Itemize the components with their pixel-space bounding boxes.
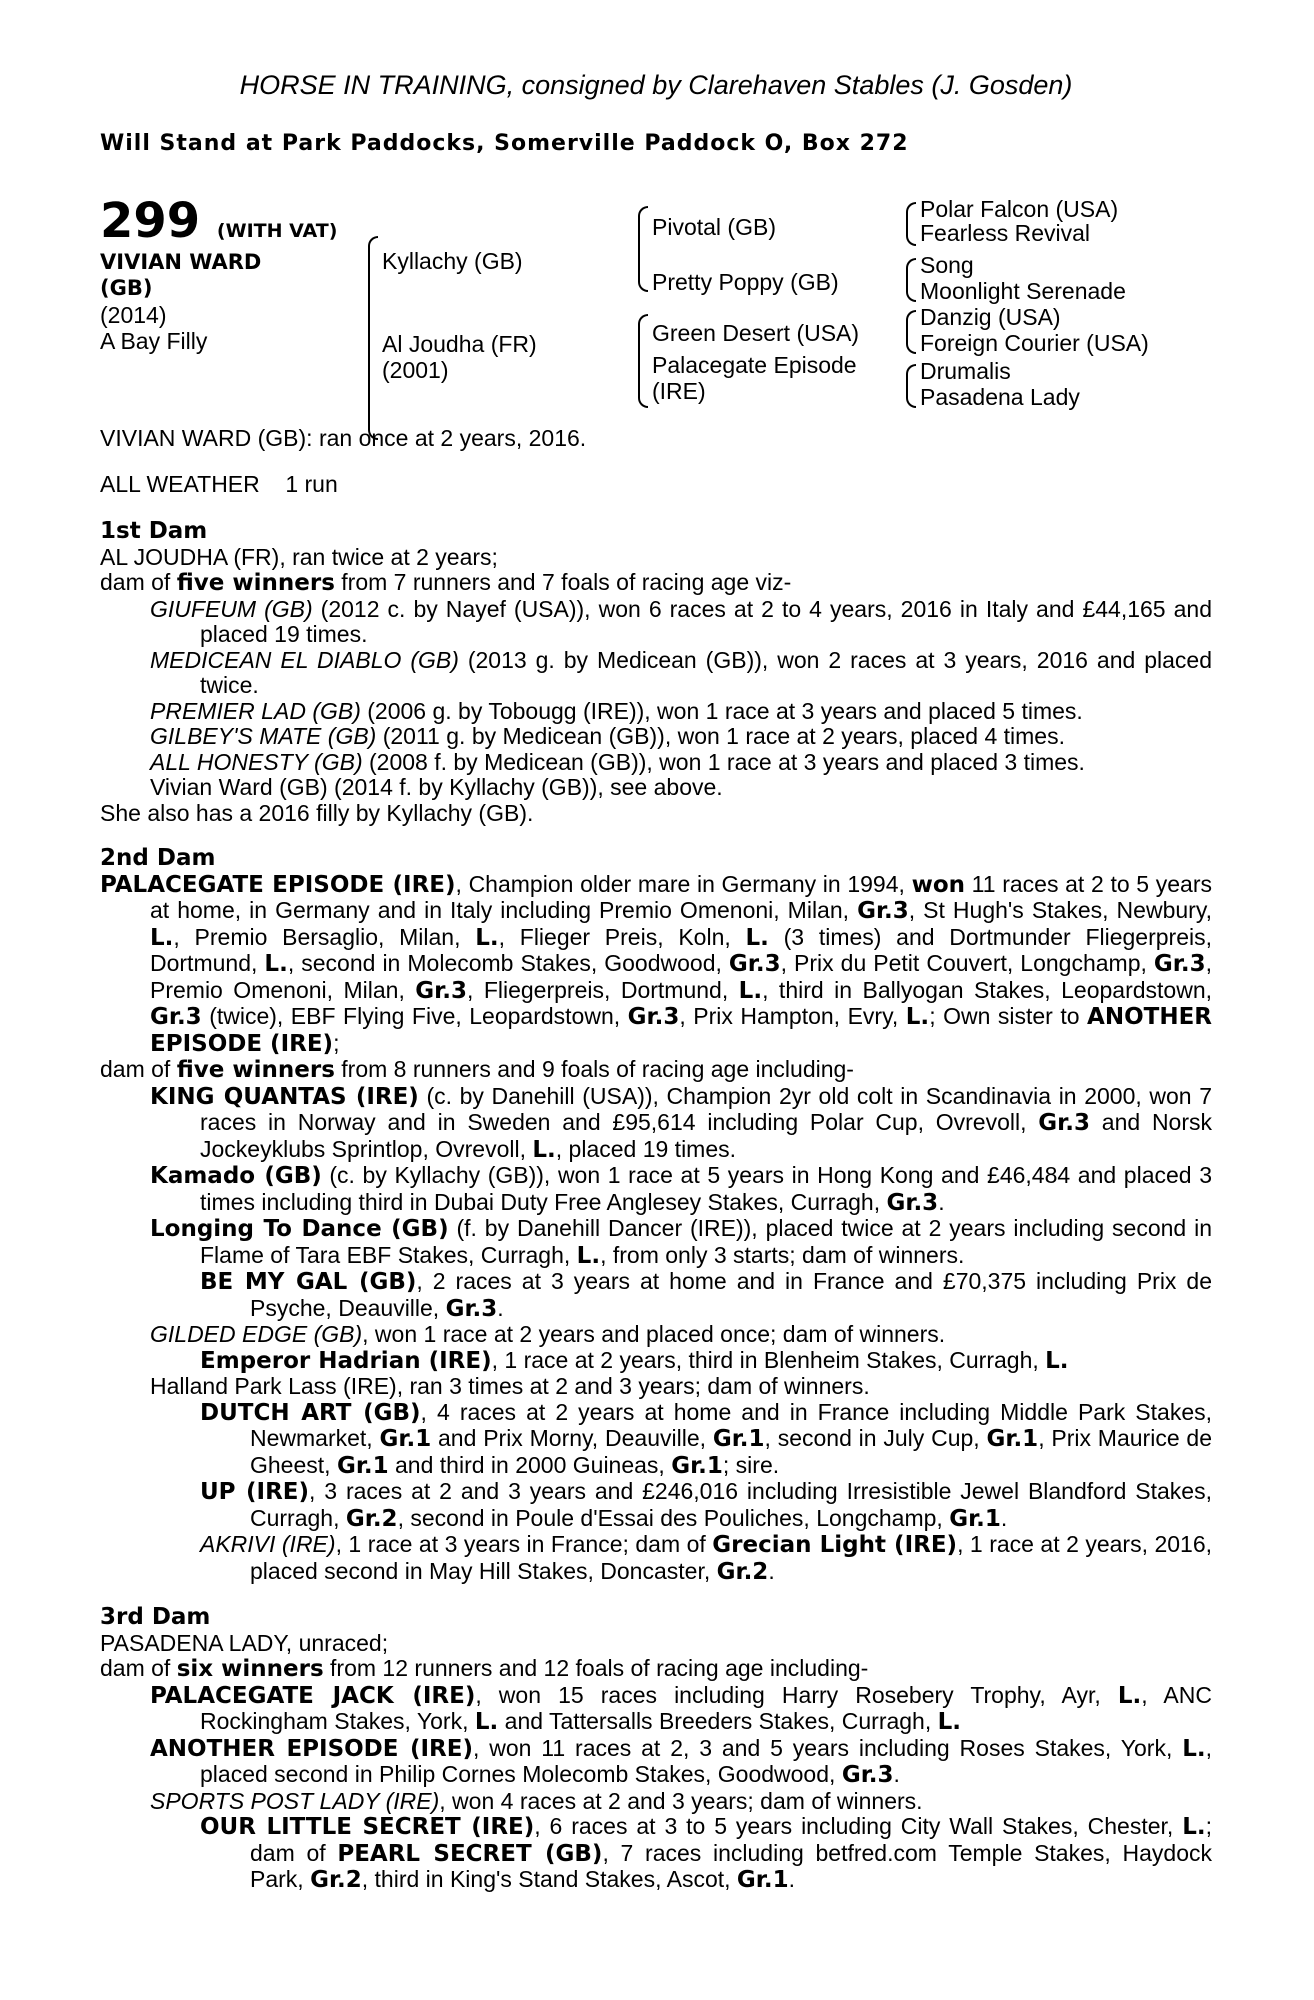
ds-dam: Foreign Courier (USA) — [920, 330, 1149, 356]
grandproduce-entry: OUR LITTLE SECRET (IRE), 6 races at 3 to 5 years including City Wall Stakes, Chester, L.; dam of PEARL SECRET (GB), 7 races including betfred.com Temple Stakes, Haydock Park, Gr.2, third in King's Stand Stakes, Ascot, Gr.1. — [200, 1813, 1212, 1893]
dam: Al Joudha (FR) — [382, 331, 537, 357]
produce-entry: GILBEY'S MATE (GB) (2011 g. by Medicean (GB)), won 1 race at 2 years, placed 4 times. — [150, 723, 1065, 749]
brace-horse — [368, 236, 378, 440]
produce-entry: KING QUANTAS (IRE) (c. by Danehill (USA)), Champion 2yr old colt in Scandinavia in 2000, won 7 races in Norway and in Sweden and £95,614 including Polar Cup, Ovrevoll, Gr.3 and Norsk Jockeyklubs Sprintlop, Ovrevoll, L., placed 19 times. — [150, 1082, 1212, 1163]
third-dam-title: 3rd Dam — [100, 1604, 211, 1630]
brace-sire — [638, 206, 648, 292]
produce-entry: Vivian Ward (GB) (2014 f. by Kyllachy (GB)), see above. — [150, 774, 723, 800]
ds-sire: Danzig (USA) — [920, 304, 1061, 330]
brace-sd — [906, 258, 916, 302]
brace-ds — [906, 310, 916, 354]
sire: Kyllachy (GB) — [382, 248, 523, 274]
grandproduce-entry: AKRIVI (IRE), 1 race at 3 years in France; dam of Grecian Light (IRE), 1 race at 2 years, 2016, placed second in May Hill Stakes, Doncaster, Gr.2. — [200, 1531, 1213, 1585]
produce-entry: ALL HONESTY (GB) (2008 f. by Medicean (GB)), won 1 race at 3 years and placed 3 times. — [150, 748, 1085, 775]
dam-sire: Green Desert (USA) — [652, 320, 860, 346]
consignor-title: HORSE IN TRAINING, consigned by Clarehaven Stables (J. Gosden) — [239, 70, 1073, 100]
foaling-year: (2014) — [100, 302, 167, 328]
brace-dam — [638, 314, 648, 408]
vat-note: (WITH VAT) — [216, 220, 338, 242]
second-dam-produce: dam of five winners from 8 runners and 9 foals of racing age including- — [100, 1056, 854, 1083]
produce-entry: Kamado (GB) (c. by Kyllachy (GB)), won 1 race at 5 years in Hong Kong and £46,484 and placed 3 times including third in Dubai Duty Free Anglesey Stakes, Curragh, Gr.3. — [150, 1162, 1212, 1216]
produce-entry: GIUFEUM (GB) (2012 c. by Nayef (USA)), won 6 races at 2 to 4 years, 2016 in Italy and £44,165 and placed 19 times. — [150, 595, 1212, 647]
first-dam-title: 1st Dam — [100, 518, 208, 544]
horse-name: VIVIAN WARD — [100, 250, 262, 274]
second-dam-record: PALACEGATE EPISODE (IRE), Champion older mare in Germany in 1994, won 11 races at 2 to 5 years at home, in Germany and in Italy including Premio Omenoni, Milan, Gr.3, St Hugh's Stakes, Newbury, L., Premio Bersaglio, Milan, L., Flieger Preis, Koln, L. (3 times) and Dortmunder Fliegerpreis, Dortmund, L., second in Molecomb Stakes, Goodwood, Gr.3, Prix du Petit Couvert, Longchamp, Gr.3, Premio Omenoni, Milan, Gr.3, Fliegerpreis, Dortmund, L., third in Ballyogan Stakes, Leopardstown, Gr.3 (twice), EBF Flying Five, Leopardstown, Gr.3, Prix Hampton, Evry, L.; Own sister to ANOTHER EPISODE (IRE); — [100, 870, 1213, 1057]
brace-dd — [906, 364, 916, 408]
produce-entry: PREMIER LAD (GB) (2006 g. by Tobougg (IRE)), won 1 race at 3 years and placed 5 times. — [150, 697, 1083, 724]
dam-dam-country: (IRE) — [652, 378, 706, 404]
stand-location: Will Stand at Park Paddocks, Somerville Paddock O, Box 272 — [100, 131, 909, 156]
produce-entry: GILDED EDGE (GB), won 1 race at 2 years and placed once; dam of winners. — [150, 1321, 946, 1347]
surface-record: ALL WEATHER 1 run — [100, 470, 338, 497]
first-dam-produce: dam of five winners from 7 runners and 7 foals of racing age viz- — [100, 569, 792, 596]
produce-entry: PALACEGATE JACK (IRE), won 15 races including Harry Rosebery Trophy, Ayr, L., ANC Rockingham Stakes, York, L. and Tattersalls Breeders Stakes, Curragh, L. — [150, 1681, 1212, 1735]
third-dam-intro: PASADENA LADY, unraced; — [100, 1629, 389, 1656]
grandproduce-entry: DUTCH ART (GB), 4 races at 2 years at home and in France including Middle Park Stakes, Newmarket, Gr.1 and Prix Morny, Deauville, Gr.1, second in July Cup, Gr.1, Prix Maurice de Gheest, Gr.1 and third in 2000 Guineas, Gr.1; sire. — [200, 1398, 1212, 1479]
lot-number: 299 (WITH VAT) — [100, 193, 338, 249]
horse-description: A Bay Filly — [100, 328, 208, 354]
dam-year: (2001) — [382, 357, 449, 383]
third-dam-produce: dam of six winners from 12 runners and 12 foals of racing age including- — [100, 1655, 869, 1682]
grandproduce-entry: Emperor Hadrian (IRE), 1 race at 2 years, third in Blenheim Stakes, Curragh, L. — [200, 1346, 1069, 1374]
sd-dam: Moonlight Serenade — [920, 278, 1126, 304]
ss-sire: Polar Falcon (USA) — [920, 196, 1119, 222]
produce-entry: MEDICEAN EL DIABLO (GB) (2013 g. by Medicean (GB)), won 2 races at 3 years, 2016 and placed twice. — [150, 646, 1212, 698]
ss-dam: Fearless Revival — [920, 220, 1090, 246]
sire-dam: Pretty Poppy (GB) — [652, 269, 839, 295]
dd-dam: Pasadena Lady — [920, 384, 1080, 410]
catalogue-page — [100, 70, 1212, 1894]
produce-entry: ANOTHER EPISODE (IRE), won 11 races at 2, 3 and 5 years including Roses Stakes, York, L., placed second in Philip Cornes Molecomb Stakes, Goodwood, Gr.3. — [150, 1734, 1212, 1788]
produce-entry: SPORTS POST LADY (IRE), won 4 races at 2 and 3 years; dam of winners. — [150, 1787, 923, 1814]
pedigree-table — [100, 193, 1212, 426]
sire-sire: Pivotal (GB) — [652, 214, 776, 240]
brace-ss — [906, 202, 916, 246]
horse-name-country: (GB) — [100, 276, 153, 300]
produce-entry: Halland Park Lass (IRE), ran 3 times at 2 and 3 years; dam of winners. — [150, 1373, 870, 1399]
first-dam-closing: She also has a 2016 filly by Kyllachy (GB). — [100, 799, 534, 826]
dam-dam: Palacegate Episode — [652, 352, 857, 378]
second-dam-title: 2nd Dam — [100, 845, 216, 871]
grandproduce-entry: BE MY GAL (GB), 2 races at 3 years at home and in France and £70,375 including Prix de Psyche, Deauville, Gr.3. — [200, 1268, 1212, 1322]
sd-sire: Song — [920, 252, 974, 278]
first-dam-intro: AL JOUDHA (FR), ran twice at 2 years; — [100, 543, 498, 570]
produce-entry: Longing To Dance (GB) (f. by Danehill Dancer (IRE)), placed twice at 2 years including second in Flame of Tara EBF Stakes, Curragh, L., from only 3 starts; dam of winners. — [150, 1215, 1212, 1269]
grandproduce-entry: UP (IRE), 3 races at 2 and 3 years and £246,016 including Irresistible Jewel Blandford Stakes, Curragh, Gr.2, second in Poule d'Essai des Pouliches, Longchamp, Gr.1. — [200, 1478, 1212, 1532]
race-record: VIVIAN WARD (GB): ran once at 2 years, 2016. — [100, 425, 587, 451]
dd-sire: Drumalis — [920, 358, 1011, 384]
